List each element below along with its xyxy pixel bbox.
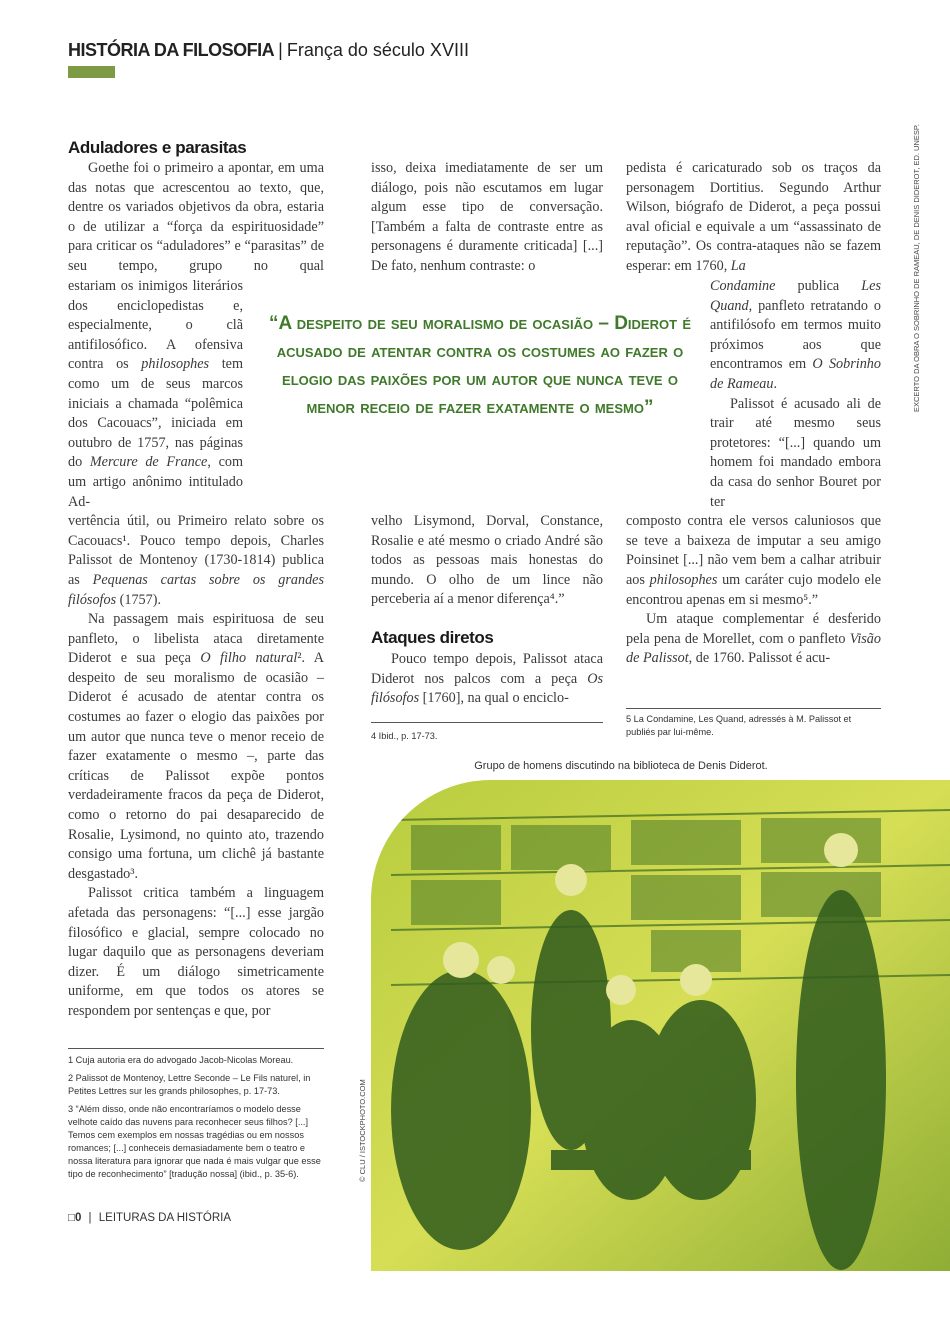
text: tem como um de seus marcos iniciais a chamada “polêmica dos Cacouacs”, iniciada em outubro de 1757, nas páginas do [68,356,243,471]
middle-text-a [371,159,603,310]
text: ². A despeito de seu moralismo de ocasião – Diderot é acusado de atentar contra os costumes ao fazer o elogio das paixões por um autor que nunca teve o menor receio de fazer exatamente o mesmo –, parte das críticas de Palissot expõe pontos verdadeiramente fracos da peça de Diderot, como o retorno do pai desaparecido de Rosalie, Lysimond, no quinto ato, trazendo consigo uma fortuna, um clichê já bastante desgastado³. [68,650,324,882]
right-column [626,159,881,739]
text: Condamine [710,278,776,294]
paragraph [68,277,243,512]
heading-aduladores: Aduladores e parasitas [68,138,247,157]
text: Visão de Palissot [626,630,881,667]
header-separator: | [278,40,283,60]
paragraph: Goethe foi o primeiro a apontar, em uma das notas que acrescentou ao texto, que, dentre os variados objetivos da obra, estaria o de utilizar a “força da espirituosidade” para criticar os “aduladores” e “parasitas” de seu tempo, grupo no qual [68,160,324,274]
footnote-2: 2 Palissot de Montenoy, Lettre Seconde – Le Fils naturel, in Petites Lettres sur les grands philosophes, p. 17-73. [68,1073,311,1097]
left-column [68,138,324,1224]
footnotes-left [68,1054,324,1212]
paragraph [626,610,881,669]
page-footer [68,1212,324,1224]
right-text-c [626,512,881,702]
side-credit: EXCERTO DA OBRA O SOBRINHO DE RAMEAU, DE DENIS DIDEROT, ED. UNESP. [912,124,921,412]
footnote-5: 5 La Condamine, Les Quand, adressés à M. Palissot et publiés par lui-même. [626,714,852,738]
text: publica [775,278,862,294]
paragraph: isso, deixa imediatamente de ser um diálogo, pois não escutamos em lugar algum esse tipo de conversação. [Também a falta de contraste entre as personagens é duramente criticada] [...] De fato, nenhum contraste: o [371,160,603,274]
section-header [68,40,469,61]
footnote-rule [68,1048,324,1049]
text: . [773,375,777,392]
footnote-rule [371,722,603,723]
text: philosophes [649,571,718,588]
text: Na passagem mais espirituosa de seu panfleto, o libelista ataca diretamente Diderot e sua peça [68,611,324,667]
text: , de 1760. Palissot é acu- [688,650,831,667]
section-title: HISTÓRIA DA FILOSOFIA [68,40,275,60]
paragraph [68,512,324,610]
paragraph [626,512,881,610]
footer-separator: | [88,1212,92,1225]
text: um caráter cujo modelo ele encontrou apenas em si mesmo⁵.” [626,571,881,608]
right-text-a [626,159,881,277]
text: [1760], na qual o enciclo- [419,690,569,707]
page-number: □0 [68,1212,82,1225]
text: estariam os inimigos literários dos enciclopedistas e, especialmente, o clã antifilosófico. A ofensiva contra os [68,278,243,373]
pull-quote: “A despeito de seu moralismo de ocasião – Diderot é acusado de atentar contra os costumes ao fazer o elogio das paixões por um autor que nunca teve o menor receio de fazer exatamente o mesmo” [269,313,691,418]
text: vertência útil, ou Primeiro relato sobre os Cacouacs¹. Pouco tempo depois, Charles Palissot de Montenoy (1730-1814) publica as [68,513,324,588]
paragraph [626,159,881,277]
text: Mercure de France [89,454,208,471]
paragraph: velho Lisymond, Dorval, Constance, Rosalie e até mesmo o criado André são todos as pessoas mais honestas do mundo. O olho de um lince não perceberia aí a menor diferença⁴.” [371,513,603,608]
right-text-b [710,277,881,512]
paragraph [371,650,603,709]
text: Um ataque complementar é desferido pela pena de Morellet, com o panfleto [626,611,881,647]
paragraph [68,610,324,884]
accent-bar [68,66,115,78]
footnote-3: 3 “Além disso, onde não encontraríamos o modelo desse velhote caído das nuvens para reconhecer seus filhos? [...] Temos cem exemplos em nossas tragédias ou em nossos romances; [...] conheceis demasiadamente bem o teatro e nossa literatura para ignorar que nada é mais vulgar que esse tipo de reconhecimento” [tradução nossa] (ibid., p. 35-6). [68,1104,321,1180]
paragraph: Palissot critica também a linguagem afetada das personagens: “[...] esse jargão filosófico e glacial, sempre colocado no lugar daquilo que as personagens deveriam dizer. É um diálogo simetricamente uniforme, em que todos os atores se respondem por sentenças e que, por [68,885,324,1019]
left-text-a [68,159,324,277]
middle-text-c [371,650,603,722]
heading-ataques: Ataques diretos [371,628,494,647]
text: composto contra ele versos caluniosos que se teve a baixeza de imputar a seu amigo Poinsinet [...] não vem bem a calhar atribuir aos [626,513,881,588]
magazine-name: LEITURAS DA HISTÓRIA [98,1212,232,1225]
text: Os filósofos [371,670,603,707]
text: O filho natural [200,650,298,667]
footnote-rule [626,708,881,709]
text: philosophes [141,356,210,373]
engraving-image [371,780,950,1271]
middle-text-b [371,512,603,628]
text: Pequenas cartas sobre os grandes filósofos [68,571,324,608]
footnote-1: 1 Cuja autoria era do advogado Jacob-Nicolas Moreau. [68,1055,294,1066]
text: Pouco tempo depois, Palissot ataca Diderot nos palcos com a peça [371,651,603,687]
text: , com um artigo anônimo intitulado Ad- [68,454,244,510]
text: Les Quand [710,278,881,314]
text: pedista é caricaturado sob os traços da personagem Dortitius. Segundo Arthur Wilson, biógrafo de Diderot, a peça possui aval oficial e equivale a um “assassinato de reputação”. Os contra-ataques não se fazem esperar: em 1760, [626,160,881,274]
section-subtitle: França do século XVIII [286,40,469,60]
text: (1757). [116,591,162,608]
left-text-b [68,277,243,512]
left-text-c [68,512,324,1038]
text: O Sobrinho de Rameau [710,356,881,392]
text: , panfleto retratando o antifilósofo em termos muito próximos aos que encontramos em [710,297,881,373]
text: La [730,257,746,274]
image-credit: © CLU / ISTOCKPHOTO.COM [358,1079,367,1182]
paragraph: Palissot é acusado ali de trair até mesmo seus protetores: “[...] quando um homem foi mandado embora da casa do senhor Bouret por ter [710,395,881,510]
footnote-4: 4 Ibid., p. 17-73. [371,731,438,741]
paragraph [710,277,881,395]
image-caption: Grupo de homens discutindo na biblioteca de Denis Diderot. [474,760,768,772]
illustration-diderot-library [371,780,950,1271]
